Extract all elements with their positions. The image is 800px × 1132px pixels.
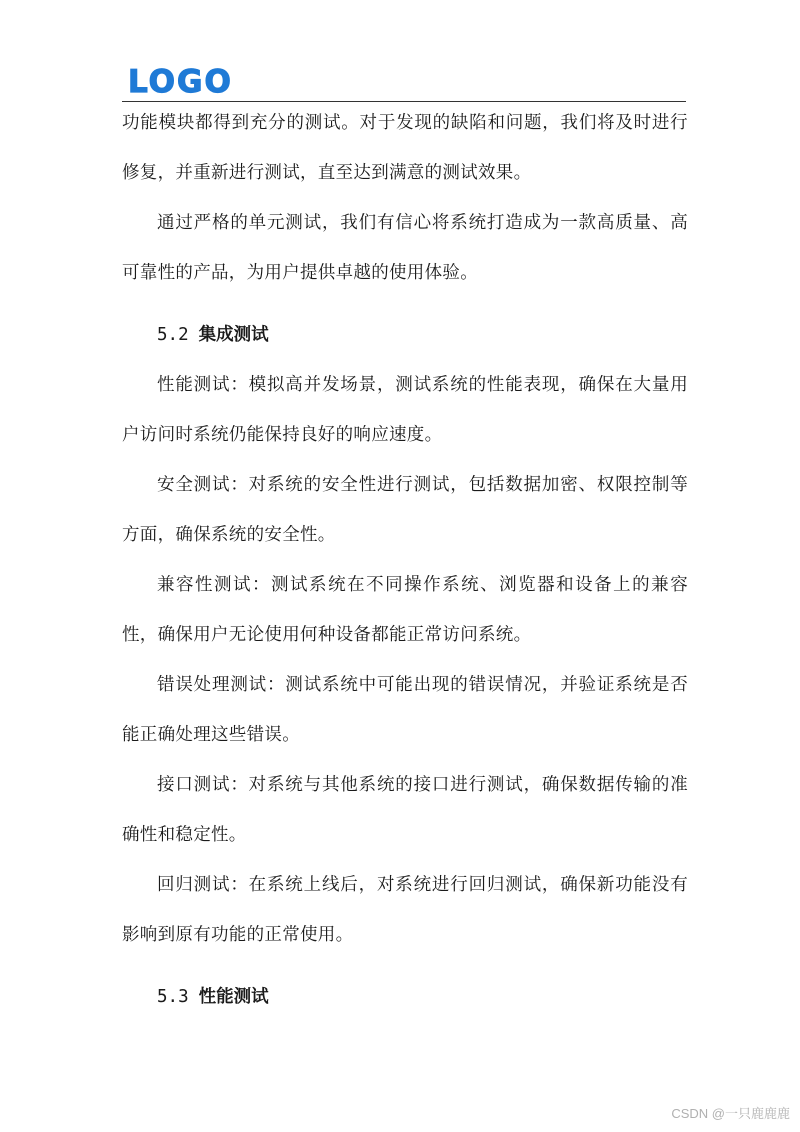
paragraph-unit-test-summary: 通过严格的单元测试，我们有信心将系统打造成为一款高质量、高可靠性的产品，为用户提供卓越的使用体验。 — [122, 213, 688, 283]
watermark: CSDN @一只鹿鹿鹿 — [671, 1106, 790, 1121]
section-heading-5-3 — [122, 972, 688, 1022]
paragraph-error-handling-test: 错误处理测试：测试系统中可能出现的错误情况，并验证系统是否能正确处理这些错误。 — [122, 675, 688, 745]
section-number: 5.3 — [157, 987, 189, 1007]
page-header — [122, 62, 686, 102]
paragraph-compatibility-test: 兼容性测试：测试系统在不同操作系统、浏览器和设备上的兼容性，确保用户无论使用何种设备都能正常访问系统。 — [122, 575, 688, 645]
paragraph-continued: 功能模块都得到充分的测试。对于发现的缺陷和问题，我们将及时进行修复，并重新进行测试，直至达到满意的测试效果。 — [122, 113, 688, 183]
document-body — [122, 98, 688, 1022]
section-title: 性能测试 — [198, 987, 269, 1007]
section-number: 5.2 — [157, 325, 189, 345]
paragraph-interface-test: 接口测试：对系统与其他系统的接口进行测试，确保数据传输的准确性和稳定性。 — [122, 775, 688, 845]
section-heading-5-2 — [122, 310, 688, 360]
logo-text: LOGO — [128, 64, 233, 96]
paragraph-security-test: 安全测试：对系统的安全性进行测试，包括数据加密、权限控制等方面，确保系统的安全性。 — [122, 475, 688, 545]
logo — [126, 64, 236, 96]
paragraph-performance-test: 性能测试：模拟高并发场景，测试系统的性能表现，确保在大量用户访问时系统仍能保持良好的响应速度。 — [122, 375, 688, 445]
section-title: 集成测试 — [198, 325, 269, 345]
paragraph-regression-test: 回归测试：在系统上线后，对系统进行回归测试，确保新功能没有影响到原有功能的正常使用。 — [122, 875, 688, 945]
